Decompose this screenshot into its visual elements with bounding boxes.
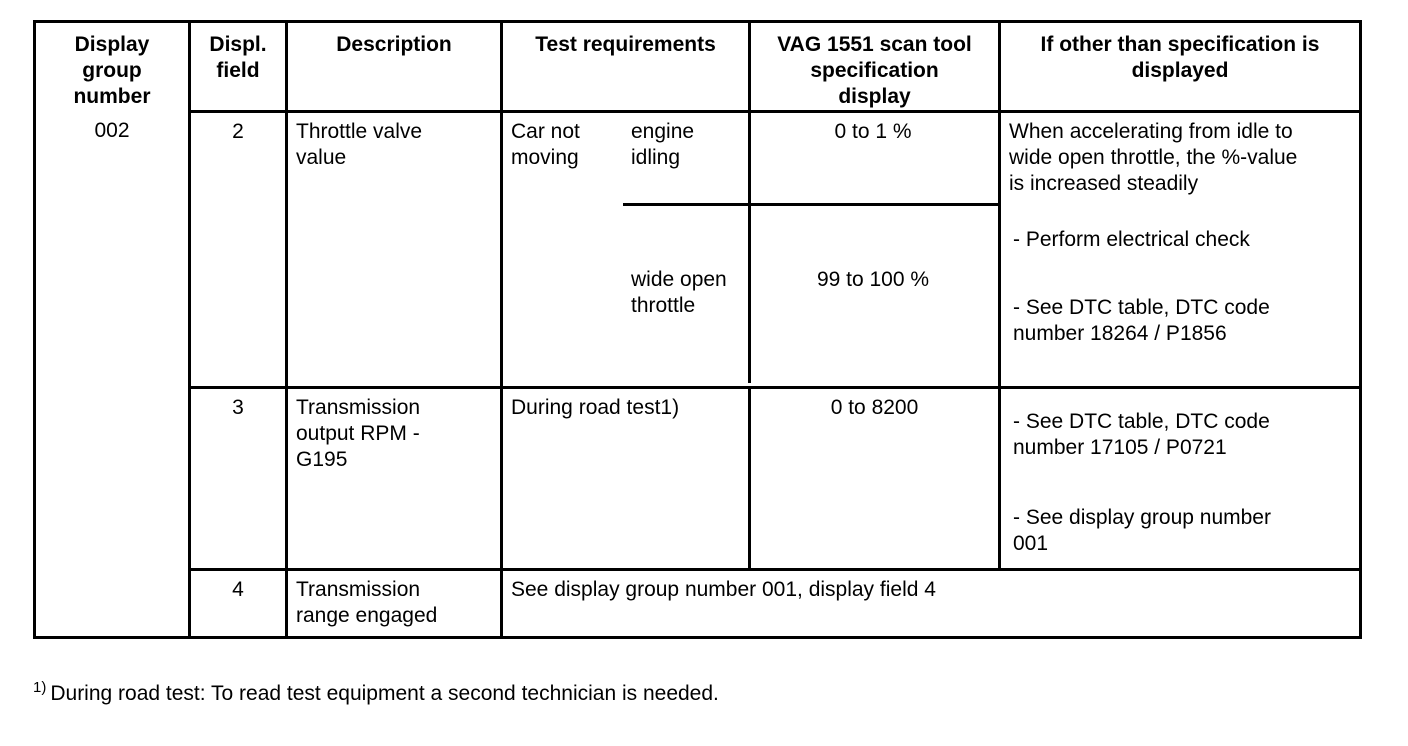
test-requirements-cell: During road test1): [502, 388, 750, 570]
description-cell: Throttle valve value: [287, 112, 502, 388]
other-action-dtc: - See DTC table, DTC code number 18264 / P1856: [1013, 296, 1270, 345]
spec-value-wide-open: 99 to 100 %: [816, 268, 930, 291]
other-action-display-group: - See display group number 001: [1013, 506, 1271, 555]
group-number-cell: [35, 112, 190, 638]
field-cell: 3: [190, 388, 287, 570]
header-description: Description: [287, 22, 502, 112]
footnote-marker: 1): [33, 679, 47, 696]
footnote: [33, 674, 719, 708]
other-action-electrical: - Perform electrical check: [1013, 228, 1250, 251]
table-row: [35, 570, 1361, 638]
spec-value-idling: 0 to 1 %: [834, 120, 912, 143]
other-note: When accelerating from idle to wide open throttle, the %-value is increased steadily: [1009, 120, 1298, 195]
footnote-text: During road test: To read test equipment a second technician is needed.: [50, 682, 719, 705]
description-cell: Transmission output RPM - G195: [287, 388, 502, 570]
test-state-wide-open: wide open throttle: [631, 268, 727, 317]
test-spec-cell: [502, 112, 1000, 388]
header-specification-display: VAG 1551 scan tool specification display: [750, 22, 1000, 112]
table-header-row: [35, 22, 1361, 112]
group-number: 002: [94, 118, 130, 142]
other-than-spec-cell: [1000, 388, 1361, 570]
header-if-other-than-specification: If other than specification is displayed: [1000, 22, 1361, 112]
spec-divider-vertical: [748, 113, 751, 383]
other-than-spec-cell: [1000, 112, 1361, 388]
test-condition: Car not moving: [511, 120, 580, 169]
other-action-dtc: - See DTC table, DTC code number 17105 / P0721: [1013, 410, 1270, 459]
table-row: [35, 112, 1361, 388]
header-display-group-number: Display group number: [35, 22, 190, 112]
field-cell: 2: [190, 112, 287, 388]
header-test-requirements: Test requirements: [502, 22, 750, 112]
merged-reference-cell: See display group number 001, display field 4: [502, 570, 1361, 638]
field-cell: 4: [190, 570, 287, 638]
table-row: [35, 388, 1361, 570]
display-group-table: [33, 20, 1362, 639]
sub-row-divider: [623, 203, 998, 206]
description-cell: Transmission range engaged: [287, 570, 502, 638]
spec-cell: 0 to 8200: [750, 388, 1000, 570]
header-display-field: Displ. field: [190, 22, 287, 112]
test-state-idling: engine idling: [631, 120, 695, 169]
